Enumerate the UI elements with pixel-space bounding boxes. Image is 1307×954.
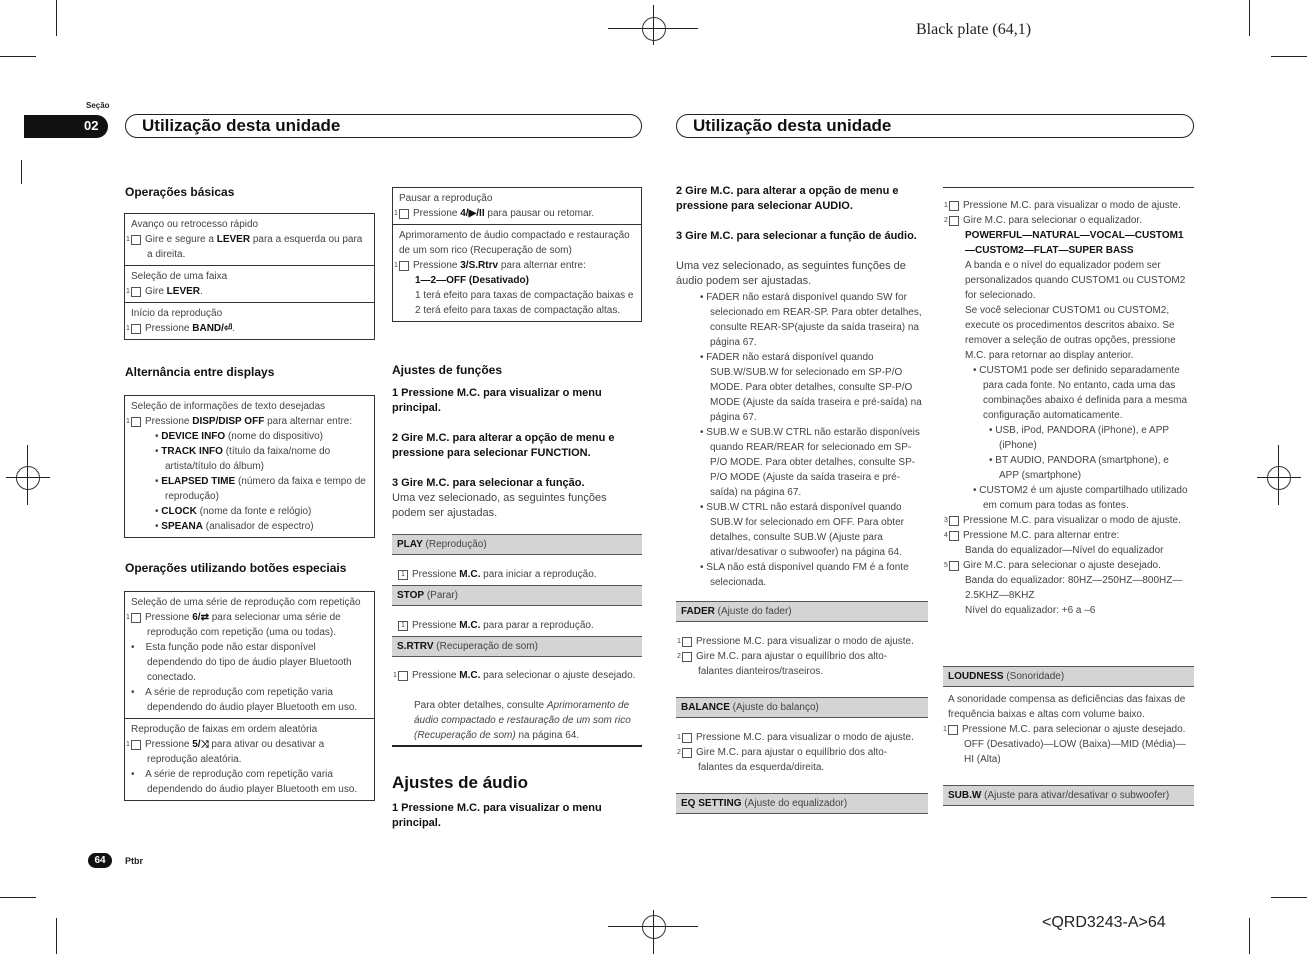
step-key: 5/⤨ [192, 739, 209, 750]
step-number: 1 [131, 417, 141, 427]
step-text: Pressione M.C. para visualizar o modo de ajuste. [696, 636, 914, 647]
function-desc: (Recuperação de som) [433, 641, 538, 652]
function-name: EQ SETTING [681, 798, 742, 809]
basic-op-title: Início da reprodução [131, 308, 223, 319]
eq-list [949, 228, 1189, 258]
list-item: • FADER não estará disponível quando SW for selecionado em REAR-SP. Para obter detalhes, consulte REAR-SP(ajuste da saída traseira) na página 67. [700, 292, 922, 348]
step [944, 558, 1189, 573]
function-name: LOUDNESS [948, 671, 1004, 682]
function-desc: (Reprodução) [422, 539, 487, 550]
item-text: (título da faixa/nome do artista/título do álbum) [165, 446, 331, 472]
crop-mark [0, 56, 36, 57]
eq-steps [944, 198, 1189, 618]
step-number: 4 [949, 531, 959, 541]
function-name: FADER [681, 606, 715, 617]
list-item: • TRACK INFO (título da faixa/nome do artista/título do álbum) [155, 446, 331, 472]
crop-mark [1249, 0, 1250, 36]
eq-bar [676, 793, 928, 814]
step-text: Gire M.C. para ajustar o equilíbrio dos alto-falantes dianteiros/traseiros. [696, 651, 888, 677]
step-text: Pressione [145, 323, 193, 334]
enhance-options-text: 1—2—OFF (Desativado) [415, 275, 529, 286]
loudness-options-text: OFF (Desativado)—LOW (Baixa)—MID (Média)—HI (Alta) [964, 739, 1186, 765]
step-text: Pressione [412, 620, 460, 631]
step [944, 213, 1189, 228]
step [943, 722, 1191, 737]
step-number: 5 [949, 561, 959, 571]
step-key: LEVER [166, 286, 201, 297]
step-number: 1 [131, 287, 141, 297]
function-step-3: 3 Gire M.C. para selecionar a função. [392, 477, 585, 489]
step-text: Para obter detalhes, consulte [414, 700, 547, 711]
section-label: Seção [86, 101, 110, 110]
crop-mark [1249, 918, 1250, 954]
function-name: SUB.W [948, 790, 982, 801]
random-cell [125, 718, 374, 800]
basic-op-step [126, 232, 368, 262]
step-text: Pressione [413, 260, 461, 271]
divider [943, 187, 1194, 188]
srtrv-more [414, 698, 638, 743]
balance-steps [677, 730, 922, 775]
step [677, 649, 922, 679]
crop-mark [27, 445, 28, 505]
section-number: 02 [84, 118, 99, 133]
audio-notes [676, 290, 926, 590]
step [677, 730, 922, 745]
step-text: . [200, 286, 203, 297]
audio-step-2: 2 Gire M.C. para alterar a opção de menu e pressione para selecionar AUDIO. [676, 185, 899, 212]
play-step [398, 567, 642, 582]
basic-ops-box [124, 213, 375, 340]
step-number: 3 [949, 516, 959, 526]
fader-steps [677, 634, 922, 679]
step-text: Pressione [145, 739, 193, 750]
basic-op-step [126, 284, 368, 299]
srtrv-step [393, 668, 650, 683]
step-text: Gire [145, 286, 167, 297]
crop-mark [653, 5, 654, 45]
audio-title: Ajustes de áudio [392, 773, 529, 792]
step-text: Pressione [412, 670, 460, 681]
enhance-note-text: 2 terá efeito para taxas de compactação altas. [415, 305, 621, 316]
function-name: S.RTRV [397, 641, 434, 652]
stop-step [398, 618, 642, 633]
header-right [676, 114, 1194, 138]
step-text: Pressione [412, 569, 460, 580]
crop-mark [6, 477, 50, 478]
step-text: Gire M.C. para ajustar o equilíbrio dos alto-falantes da esquerda/direita. [696, 747, 888, 773]
list-item: • SUB.W CTRL não estará disponível quando SUB.W for selecionado em OFF. Para obter detalhes, consulte SUB.W (Ajuste para ativar/desativar o subwoofer) na página 64. [700, 502, 904, 558]
subw-bar [943, 785, 1194, 806]
function-step-2: 2 Gire M.C. para alterar a opção de menu e pressione para selecionar FUNCTION. [392, 432, 615, 459]
step-number: 1 [131, 740, 141, 750]
audio-step-3: 3 Gire M.C. para selecionar a função de áudio. [676, 230, 917, 242]
language-label: Ptbr [125, 856, 143, 866]
loudness-body [943, 692, 1191, 767]
play-bar [392, 534, 642, 555]
step-text: Pressione M.C. para alternar entre: [963, 530, 1120, 541]
special-ops-title: Operações utilizando botões especiais [125, 561, 347, 575]
item-text: Esta função pode não estar disponível dependendo do tipo de áudio player Bluetooth conectado. [145, 642, 352, 683]
step-number: 1 [131, 324, 141, 334]
list-item: • CUSTOM2 é um ajuste compartilhado utilizado em comum para todas as fontes. [973, 485, 1188, 511]
list-item: • DEVICE INFO (nome do dispositivo) [155, 431, 324, 442]
list-item: • CLOCK (nome da fonte e relógio) [155, 506, 312, 517]
step-text: para selecionar o ajuste desejado. [480, 670, 636, 681]
list-item: • FADER não estará disponível quando SUB.W/SUB.W for selecionado em SP-P/O MODE. Para obter detalhes, consulte SP-P/O MODE (Ajuste da saída traseira e pré-saída) na página 67. [700, 352, 922, 423]
step-key: 4/▶/II [460, 208, 485, 219]
eq-text: Se você selecionar CUSTOM1 ou CUSTOM2, execute os procedimentos descritos abaixo. Se remover a seleção de outras opções, pressione M.C. para retornar ao display anterior. [965, 305, 1176, 361]
srtrv-bar [392, 636, 642, 657]
step-key: M.C. [459, 670, 481, 681]
display-box-title: Seleção de informações de texto desejadas [131, 401, 326, 412]
function-desc: (Ajuste do fader) [714, 606, 792, 617]
display-title: Alternância entre displays [125, 365, 275, 379]
eq-list-text: POWERFUL—NATURAL—VOCAL—CUSTOM1—CUSTOM2—FLAT—SUPER BASS [965, 230, 1184, 256]
pause-cell [393, 188, 641, 224]
repeat-cell [125, 592, 374, 718]
divider [392, 745, 642, 747]
step-text: Pressione [145, 612, 193, 623]
random-title: Reprodução de faixas em ordem aleatória [131, 724, 318, 735]
list-item: • BT AUDIO, PANDORA (smartphone), e APP (smartphone) [989, 455, 1169, 481]
list-item: • A série de reprodução com repetição varia dependendo do áudio player Bluetooth em uso. [131, 769, 358, 795]
crop-mark [21, 160, 22, 184]
crop-mark [1271, 56, 1307, 57]
step [944, 198, 1189, 213]
reference-link: Aprimoramento de áudio compactado e restauração de um som rico (Recuperação de som) [414, 700, 631, 741]
display-box [124, 395, 375, 538]
function-desc: (Ajuste do equalizador) [741, 798, 848, 809]
basic-op-ff [125, 214, 374, 265]
special-ops-box [124, 591, 375, 801]
step-text: Pressione M.C. para visualizar o modo de ajuste. [696, 732, 914, 743]
function-name: PLAY [397, 539, 423, 550]
step-number: 1 [398, 570, 408, 580]
step-text: para pausar ou retomar. [484, 208, 595, 219]
basic-ops-title: Operações básicas [125, 185, 235, 199]
step-text: para selecionar uma série de reprodução com repetição (uma ou todas). [147, 612, 341, 638]
step-text: para alternar entre: [498, 260, 586, 271]
step-key: DISP/DISP OFF [192, 416, 265, 427]
step-key: M.C. [459, 620, 481, 631]
audio-step-1: 1 Pressione M.C. para visualizar o menu principal. [392, 802, 602, 829]
function-desc: (Parar) [424, 590, 458, 601]
step-number: 1 [949, 201, 959, 211]
registration-mark-icon [16, 466, 40, 490]
display-cell [125, 396, 374, 537]
step-text: Pressione [413, 208, 461, 219]
crop-mark [653, 910, 654, 954]
document-code: <QRD3243-A>64 [1042, 914, 1166, 931]
plate-label: Black plate (64,1) [916, 21, 1032, 38]
step-text: Gire M.C. para selecionar o equalizador. [963, 215, 1142, 226]
step [944, 528, 1189, 543]
eq-text: Banda do equalizador—Nível do equalizador [965, 545, 1164, 556]
step [677, 745, 922, 775]
step-key: BAND/⏎ [192, 323, 233, 334]
item-text: (número da faixa e tempo de reprodução) [165, 476, 366, 502]
display-step [126, 414, 368, 429]
page-number: 64 [88, 853, 112, 868]
stop-bar [392, 585, 642, 606]
step-number: 1 [398, 621, 408, 631]
item-text: (nome da fonte e relógio) [196, 506, 312, 517]
list-item: • Esta função pode não estar disponível dependendo do tipo de áudio player Bluetooth conectado. [131, 642, 352, 683]
step-text: para iniciar a reprodução. [480, 569, 597, 580]
enhance-note-text: 1 terá efeito para taxas de compactação baixas e [415, 290, 634, 301]
step [944, 513, 1189, 528]
enhance-cell [393, 224, 641, 321]
item-text: (nome do dispositivo) [225, 431, 324, 442]
step-number: 1 [399, 209, 409, 219]
step-key: M.C. [459, 569, 481, 580]
step-key: 3/S.Rtrv [460, 260, 499, 271]
function-step-3-text: Uma vez selecionado, as seguintes funções podem ser ajustadas. [392, 492, 607, 519]
step-number: 1 [399, 261, 409, 271]
basic-op-title: Seleção de uma faixa [131, 271, 228, 282]
item-key: CLOCK [161, 506, 197, 517]
list-item: • SUB.W e SUB.W CTRL não estarão disponíveis quando REAR/REAR for selecionado em SP-P/O MODE. Para obter detalhes, consulte SP-P/O MODE (Ajuste da saída traseira e pré-saída) na página 67. [700, 427, 920, 498]
list-item: • SPEANA (analisador de espectro) [155, 521, 314, 532]
list-item: • CUSTOM1 pode ser definido separadamente para cada fonte. No entanto, cada uma das combinações abaixo é definida para a mesma configuração automaticamente. [973, 365, 1188, 421]
pause-title: Pausar a reprodução [399, 193, 493, 204]
header-right-title: Utilização desta unidade [693, 116, 892, 135]
loudness-bar [943, 666, 1194, 687]
step-number: 1 [131, 613, 141, 623]
header-left [125, 114, 642, 138]
step-number: 1 [682, 733, 692, 743]
function-desc: (Sonoridade) [1003, 671, 1065, 682]
balance-bar [676, 697, 928, 718]
item-text: A série de reprodução com repetição varia dependendo do áudio player Bluetooth em uso. [145, 769, 358, 795]
list-item: • USB, iPod, PANDORA (iPhone), e APP (iPhone) [989, 425, 1169, 451]
function-desc: (Ajuste do balanço) [729, 702, 819, 713]
repeat-step [126, 610, 368, 640]
crop-mark [1271, 897, 1307, 898]
step-text: para alternar entre: [264, 416, 353, 427]
step-text: Pressione M.C. para selecionar o ajuste desejado. [962, 724, 1186, 735]
enhance-options [399, 273, 635, 288]
eq-text: A banda e o nível do equalizador podem ser personalizados quando CUSTOM1 ou CUSTOM2 for selecionado. [965, 260, 1186, 301]
crop-mark [1278, 445, 1279, 505]
step-number: 2 [949, 216, 959, 226]
step-text: na página 64. [515, 730, 580, 741]
basic-op-step [126, 321, 368, 336]
crop-mark [56, 918, 57, 954]
list-item: • ELAPSED TIME (número da faixa e tempo de reprodução) [155, 476, 366, 502]
step-text: Pressione M.C. para visualizar o modo de ajuste. [963, 515, 1181, 526]
crop-mark [0, 897, 36, 898]
fader-bar [676, 601, 928, 622]
enhance-title: Aprimoramento de áudio compactado e restauração de um som rico (Recuperação de som) [399, 230, 630, 256]
item-text: (analisador de espectro) [202, 521, 314, 532]
item-key: ELAPSED TIME [161, 476, 236, 487]
list-item: • A série de reprodução com repetição varia dependendo do áudio player Bluetooth em uso. [131, 687, 358, 713]
registration-mark-icon [1267, 466, 1291, 490]
item-key: TRACK INFO [161, 446, 223, 457]
step-key: 6/⇄ [192, 612, 209, 623]
basic-op-track [125, 265, 374, 302]
repeat-title: Seleção de uma série de reprodução com repetição [131, 597, 361, 608]
eq-text: Banda do equalizador: 80HZ—250HZ—800HZ—2.5KHZ—8KHZ [965, 575, 1183, 601]
function-name: STOP [397, 590, 425, 601]
step-number: 1 [682, 637, 692, 647]
basic-op-title: Avanço ou retrocesso rápido [131, 219, 259, 230]
step-number: 1 [948, 725, 958, 735]
step-text: Pressione [145, 416, 193, 427]
basic-op-play [125, 302, 374, 339]
item-key: DEVICE INFO [161, 431, 226, 442]
item-text: A série de reprodução com repetição varia dependendo do áudio player Bluetooth em uso. [145, 687, 358, 713]
step-text: para parar a reprodução. [480, 620, 594, 631]
step-number: 2 [682, 748, 692, 758]
step-text: Gire e segure a [145, 234, 217, 245]
registration-mark-icon [642, 17, 666, 41]
pause-step [394, 206, 635, 221]
functions-title: Ajustes de funções [392, 363, 503, 377]
registration-mark-icon [642, 915, 666, 939]
item-key: SPEANA [161, 521, 203, 532]
step-key: LEVER [216, 234, 251, 245]
enhance-note [399, 288, 635, 318]
step-text: . [232, 323, 236, 334]
loudness-text: A sonoridade compensa as deficiências das faixas de frequência baixas e altas com volume baixo. [948, 694, 1186, 720]
list-item: • SLA não está disponível quando FM é a fonte selecionada. [700, 562, 909, 588]
header-left-title: Utilização desta unidade [142, 116, 341, 135]
step-text: para ativar ou desativar a reprodução aleatória. [147, 739, 325, 765]
function-name: BALANCE [681, 702, 730, 713]
step-text: Pressione M.C. para visualizar o modo de ajuste. [963, 200, 1181, 211]
crop-mark [1257, 477, 1301, 478]
enhance-step [394, 258, 635, 273]
pause-enhance-box [392, 187, 642, 322]
step-number: 2 [682, 652, 692, 662]
random-step [126, 737, 368, 767]
step-text: Gire M.C. para selecionar o ajuste desejado. [963, 560, 1161, 571]
step-number: 1 [131, 235, 141, 245]
step-number: 1 [398, 671, 408, 681]
function-step-1: 1 Pressione M.C. para visualizar o menu principal. [392, 387, 602, 414]
crop-mark [56, 0, 57, 36]
audio-step-3-text: Uma vez selecionado, as seguintes funções de áudio podem ser ajustadas. [676, 260, 906, 287]
step-text: para a esquerda ou para a direita. [147, 234, 363, 260]
function-desc: (Ajuste para ativar/desativar o subwoofer) [981, 790, 1170, 801]
step [677, 634, 922, 649]
eq-text: Nível do equalizador: +6 a –6 [965, 605, 1096, 616]
loudness-options [948, 737, 1191, 767]
